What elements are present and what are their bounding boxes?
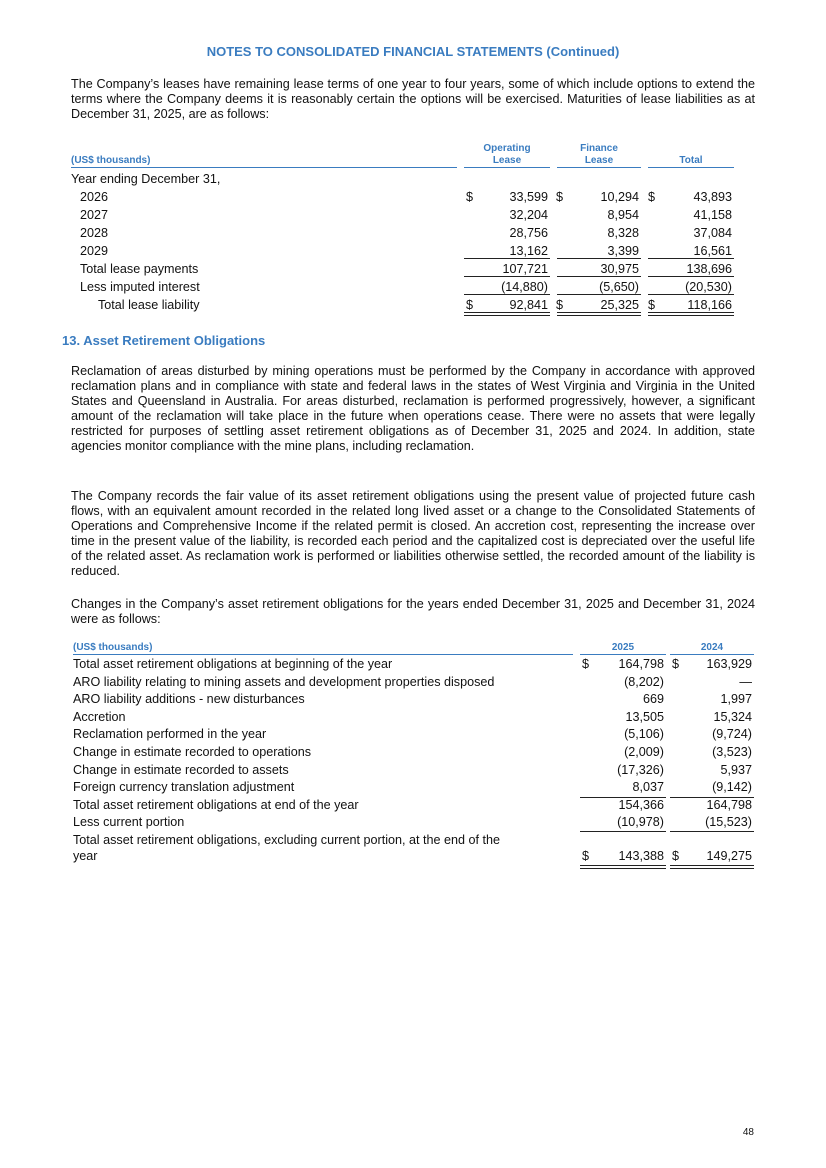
aro-final-cell: 143,388 xyxy=(618,849,664,863)
aro-cell-y2025: (5,106) xyxy=(624,727,664,742)
table-rule xyxy=(464,312,550,313)
table-rule xyxy=(580,831,666,832)
aro-cell-y2025: 8,037 xyxy=(632,780,664,795)
col-operating-lease-header: Operating Lease xyxy=(483,143,531,166)
lease-row-label: Total lease liability xyxy=(98,298,200,312)
aro-cell-y2024: 5,937 xyxy=(720,762,752,777)
lease-cell-total: 118,166 xyxy=(687,298,732,312)
table-rule xyxy=(557,312,641,313)
currency-symbol: $ xyxy=(672,849,680,863)
table-rule xyxy=(648,258,734,259)
table-rule xyxy=(557,258,641,259)
lease-cell-operating: 92,841 xyxy=(509,298,548,312)
aro-cell-y2024: 15,324 xyxy=(713,709,752,724)
aro-cell-y2025: (2,009) xyxy=(624,745,664,759)
lease-cell-operating: 32,204 xyxy=(509,208,548,222)
currency-symbol: $ xyxy=(466,190,474,204)
table-rule xyxy=(464,276,550,277)
aro-final-cell: 149,275 xyxy=(706,849,752,863)
table-rule xyxy=(557,315,641,316)
currency-symbol: $ xyxy=(556,298,564,312)
page-number: 48 xyxy=(742,1127,754,1138)
aro-cell-y2024: (15,523) xyxy=(705,815,752,830)
lease-header-underline xyxy=(464,167,550,168)
table-rule xyxy=(670,865,754,866)
lease-cell-finance: 30,975 xyxy=(600,262,639,276)
lease-section-label: Year ending December 31, xyxy=(71,172,221,186)
aro-cell-y2024: 1,997 xyxy=(720,692,752,707)
lease-cell-finance: (5,650) xyxy=(599,280,639,294)
lease-cell-operating: 13,162 xyxy=(509,244,548,258)
table-rule xyxy=(464,294,550,295)
lease-cell-finance: 8,328 xyxy=(607,226,639,240)
table-rule xyxy=(464,315,550,316)
lease-cell-total: 138,696 xyxy=(686,262,732,276)
aro-row-label: Less current portion xyxy=(73,815,185,830)
aro-cell-y2025: 13,505 xyxy=(625,709,664,724)
lease-row-label: Less imputed interest xyxy=(80,280,200,294)
aro-cell-y2024: — xyxy=(739,674,752,689)
aro-cell-y2024: (9,724) xyxy=(712,727,752,742)
aro-final-label-cont: year xyxy=(73,849,98,863)
aro-cell-y2025: (17,326) xyxy=(617,762,664,777)
aro-cell-y2025: 669 xyxy=(642,692,664,707)
currency-symbol: $ xyxy=(582,849,590,863)
table-rule xyxy=(580,865,666,866)
aro-cell-y2025: 154,366 xyxy=(618,797,664,812)
aro-cell-y2024: (9,142) xyxy=(712,780,752,795)
table-rule xyxy=(648,294,734,295)
lease-cell-operating: 33,599 xyxy=(509,190,548,204)
aro-cell-y2025: (8,202) xyxy=(624,674,664,689)
table-rule xyxy=(557,294,641,295)
lease-row-label: 2027 xyxy=(80,208,109,222)
lease-header-underline xyxy=(71,167,457,168)
aro-units-label: (US$ thousands) xyxy=(73,642,153,653)
aro-row-label: Change in estimate recorded to assets xyxy=(73,762,289,777)
lease-units-label: (US$ thousands) xyxy=(71,155,151,166)
aro-row-label: Total asset retirement obligations at beginning of the year xyxy=(73,657,393,671)
currency-symbol: $ xyxy=(466,298,474,312)
lease-cell-finance: 3,399 xyxy=(607,244,639,258)
aro-row-label: ARO liability relating to mining assets and development properties disposed xyxy=(73,674,495,689)
currency-symbol: $ xyxy=(556,190,564,204)
intro-paragraph: The Company’s leases have remaining lease terms of one year to four years, some of which include options to extend the terms where the Company deems it is reasonably certain the options will be exercised. Maturities of lease liabilities as at December 31, 2025, are as follows: xyxy=(71,77,755,121)
col-2025-header: 2025 xyxy=(611,642,635,653)
lease-cell-finance: 8,954 xyxy=(607,208,639,222)
section-heading: 13. Asset Retirement Obligations xyxy=(62,333,266,348)
col-finance-lease-header: Finance Lease xyxy=(580,143,618,166)
table-rule xyxy=(648,315,734,316)
aro-row-label: Reclamation performed in the year xyxy=(73,727,267,742)
lease-row-label: 2026 xyxy=(80,190,109,204)
table-rule xyxy=(670,797,754,798)
lease-cell-total: 37,084 xyxy=(693,226,732,240)
aro-cell-y2025: 164,798 xyxy=(618,657,664,671)
aro-header-underline xyxy=(670,654,754,655)
currency-symbol: $ xyxy=(648,298,656,312)
aro-cell-y2024: 164,798 xyxy=(706,797,752,812)
aro-paragraph-3: Changes in the Company’s asset retirement obligations for the years ended December 31, 2025 and December 31, 2024 were as follows: xyxy=(71,597,755,626)
lease-header-underline xyxy=(648,167,734,168)
lease-row-label: 2028 xyxy=(80,226,109,240)
aro-row-label: Total asset retirement obligations at end of the year xyxy=(73,797,359,812)
aro-cell-y2024: 163,929 xyxy=(706,657,752,671)
aro-cell-y2025: (10,978) xyxy=(617,815,664,830)
aro-header-underline xyxy=(73,654,573,655)
lease-cell-finance: 25,325 xyxy=(600,298,639,312)
aro-header-underline xyxy=(580,654,666,655)
aro-row-label: ARO liability additions - new disturbances xyxy=(73,692,305,707)
col-total-header: Total xyxy=(679,155,703,166)
table-rule xyxy=(580,868,666,869)
aro-paragraph-2: The Company records the fair value of its asset retirement obligations using the present value of projected future cash flows, with an equivalent amount recorded in the related long lived asset or a change to the Consolidated Statements of Operations and Comprehensive Income if the related permit is closed. An accretion cost, representing the increase over time in the present value of the liability, is recorded each period and the capitalized cost is depreciated over the useful life of the related asset. As reclamation work is performed or liabilities otherwise settled, the recorded amount of the liability is reduced. xyxy=(71,489,755,578)
page-title: NOTES TO CONSOLIDATED FINANCIAL STATEMENTS (Continued) xyxy=(206,44,620,59)
lease-cell-operating: 107,721 xyxy=(502,262,548,276)
aro-cell-y2024: (3,523) xyxy=(712,745,752,759)
lease-cell-finance: 10,294 xyxy=(600,190,639,204)
lease-cell-operating: 28,756 xyxy=(509,226,548,240)
currency-symbol: $ xyxy=(672,657,680,671)
lease-cell-total: 41,158 xyxy=(693,208,732,222)
aro-paragraph-1: Reclamation of areas disturbed by mining operations must be performed by the Company in accordance with approved reclamation plans and in compliance with state and federal laws in the states of West Virginia and Virginia in the United States and Queensland in Australia. For areas disturbed, reclamation is performed progressively, however, a significant amount of the reclamation will take place in the future when operations cease. There were no assets that were legally restricted for purposes of settling asset retirement obligations as of December 31, 2025 and 2024. In addition, state agencies monitor compliance with the mine plans, including reclamation. xyxy=(71,364,755,453)
aro-row-label: Accretion xyxy=(73,709,126,724)
table-rule xyxy=(670,868,754,869)
aro-row-label: Change in estimate recorded to operations xyxy=(73,745,312,759)
table-rule xyxy=(464,258,550,259)
currency-symbol: $ xyxy=(582,657,590,671)
lease-cell-total: 16,561 xyxy=(693,244,732,258)
col-2024-header: 2024 xyxy=(700,642,724,653)
lease-cell-operating: (14,880) xyxy=(501,280,548,294)
table-rule xyxy=(648,312,734,313)
lease-cell-total: (20,530) xyxy=(685,280,732,294)
table-rule xyxy=(580,797,666,798)
table-rule xyxy=(648,276,734,277)
aro-row-label: Foreign currency translation adjustment xyxy=(73,780,295,795)
lease-row-label: 2029 xyxy=(80,244,109,258)
lease-cell-total: 43,893 xyxy=(693,190,732,204)
aro-final-label: Total asset retirement obligations, excluding current portion, at the end of the xyxy=(73,833,501,847)
table-rule xyxy=(670,831,754,832)
lease-row-label: Total lease payments xyxy=(80,262,199,276)
currency-symbol: $ xyxy=(648,190,656,204)
lease-header-underline xyxy=(557,167,641,168)
table-rule xyxy=(557,276,641,277)
